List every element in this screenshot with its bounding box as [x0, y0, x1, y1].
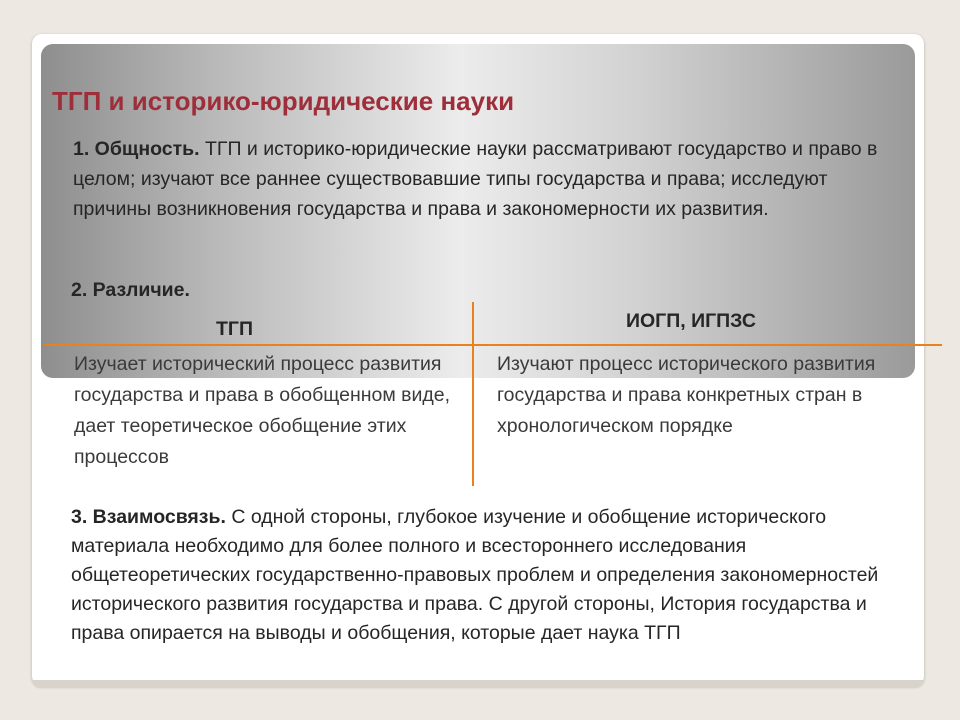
- section-commonality-text: ТГП и историко-юридические науки рассматривают государство и право в целом; изучают все раннее существовавшие типы государства и права; исследуют причины возникновения государства и права и закономерности их развития.: [73, 138, 878, 220]
- column-text-tgp: Изучает исторический процесс развития государства и права в обобщенном виде, дает теоретическое обобщение этих процессов: [74, 353, 451, 468]
- section-commonality: [73, 134, 903, 224]
- slide-title: ТГП и историко-юридические науки: [52, 86, 515, 116]
- section-difference-label: 2. Различие.: [71, 279, 190, 301]
- slide-bottom-edge: [32, 680, 924, 688]
- table-vertical-divider: [472, 302, 474, 486]
- column-heading-tgp: ТГП: [216, 318, 253, 340]
- table-horizontal-divider: [44, 344, 942, 346]
- column-heading-iogp: ИОГП, ИГПЗС: [626, 310, 756, 332]
- section-relationship-label: 3. Взаимосвязь.: [71, 506, 226, 528]
- section-relationship: [71, 503, 921, 648]
- section-commonality-label: 1. Общность.: [73, 138, 200, 160]
- column-text-iogp: Изучают процесс исторического развития государства и права конкретных стран в хронологическом порядке: [497, 353, 876, 437]
- section-relationship-text: С одной стороны, глубокое изучение и обобщение исторического материала необходимо для более полного и всестороннего исследования общетеоретических государственно-правовых проблем и определения закономерностей исторического развития государства и права. С другой стороны, История государства и права опирается на выводы и обобщения, которые дает наука ТГП: [71, 506, 879, 644]
